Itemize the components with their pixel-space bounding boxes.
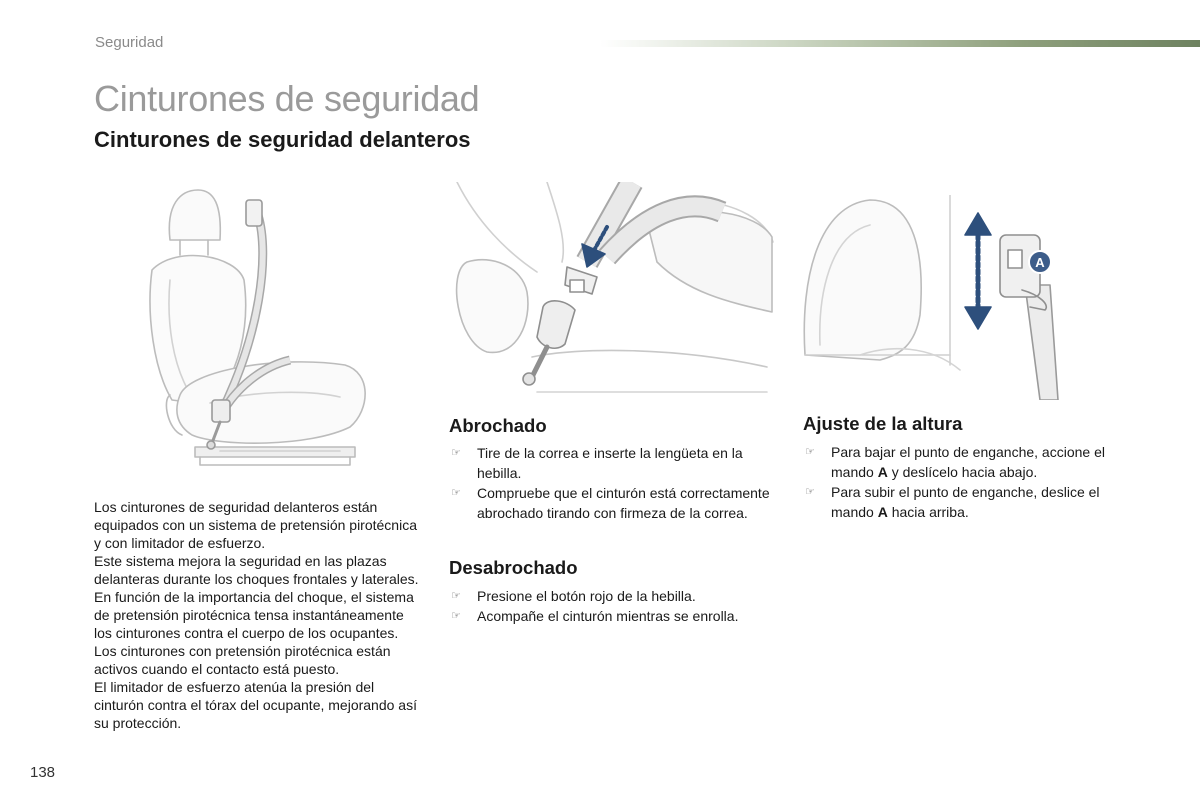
- intro-paragraph-4: El limitador de esfuerzo atenúa la presión del cinturón contra el tórax del ocupante, mejorando así su protección.: [94, 679, 417, 731]
- list-item: ☞ Para subir el punto de enganche, deslice el mando A hacia arriba.: [805, 484, 1100, 520]
- intro-paragraph-1: Los cinturones de seguridad delanteros están equipados con un sistema de pretensión pirotécnica y con limitador de esfuerzo.: [94, 499, 417, 551]
- intro-text: [94, 498, 424, 732]
- section-label: Seguridad: [95, 34, 164, 51]
- intro-paragraph-3: Los cinturones con pretensión pirotécnica están activos cuando el contacto está puesto.: [94, 643, 391, 677]
- intro-paragraph-2: Este sistema mejora la seguridad en las plazas delanteras durante los choques frontales y laterales. En función de la importancia del choque, el sistema de pretensión pirotécnica tensa instantáneamente los cinturones contra el cuerpo de los ocupantes.: [94, 553, 419, 641]
- page-subtitle: Cinturones de seguridad delanteros: [94, 127, 471, 152]
- list-item: ☞ Acompañe el cinturón mientras se enrolla.: [451, 608, 739, 624]
- seat-belt-illustration: [140, 185, 380, 470]
- desabrochado-list: [449, 586, 779, 626]
- header-accent-bar: [600, 40, 1200, 47]
- pointing-hand-icon: ☞: [805, 486, 815, 498]
- ajuste-list: [803, 442, 1138, 522]
- list-item: ☞ Para bajar el punto de enganche, accione el mando A y deslícelo hacia abajo.: [805, 444, 1105, 480]
- list-item: ☞ Tire de la correa e inserte la lengüeta en la hebilla.: [451, 445, 743, 481]
- pointing-hand-icon: ☞: [451, 610, 461, 622]
- list-item: ☞ Presione el botón rojo de la hebilla.: [451, 588, 696, 604]
- abrochado-heading: Abrochado: [449, 415, 547, 436]
- desabrochado-heading: Desabrochado: [449, 557, 578, 578]
- abrochado-list: [449, 443, 779, 523]
- page-number: 138: [30, 764, 56, 781]
- ajuste-heading: Ajuste de la altura: [803, 413, 963, 434]
- pointing-hand-icon: ☞: [451, 487, 461, 499]
- height-adjust-illustration: [800, 195, 1075, 400]
- page-title: Cinturones de seguridad: [94, 78, 480, 119]
- pointing-hand-icon: ☞: [451, 447, 461, 459]
- list-item: ☞ Compruebe que el cinturón está correctamente abrochado tirando con firmeza de la correa.: [451, 485, 770, 521]
- callout-label-a: A: [1035, 255, 1045, 270]
- pointing-hand-icon: ☞: [451, 590, 461, 602]
- pointing-hand-icon: ☞: [805, 446, 815, 458]
- buckle-illustration: [447, 182, 775, 400]
